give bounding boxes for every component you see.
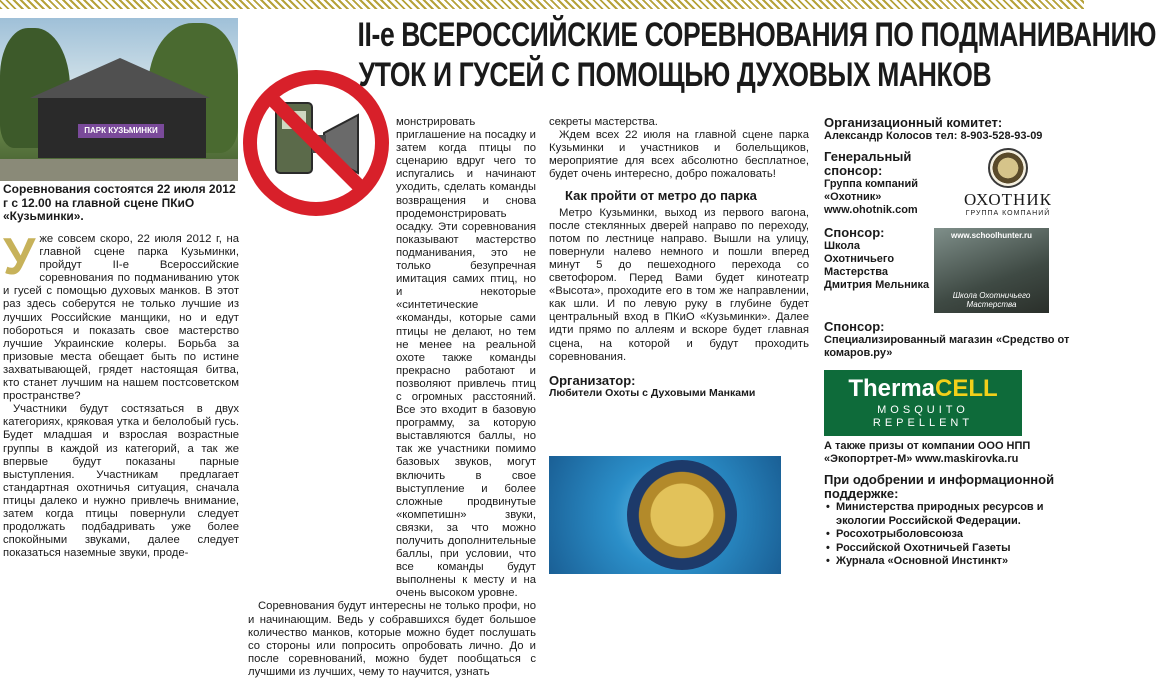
ohotnik-logo: [934, 148, 1082, 224]
top-hatch-border: [0, 0, 1084, 9]
col3-paragraph-2: Метро Кузьминки, выход из первого вагона, после стеклянных дверей направо по переходу, потом по лестнице направо. Вышли на улицу, повернули налево немного и пошли вперед минут 5 до пешеходного перехода со светофором. Перед Вами будет кинотеатр «Высота», проходите его в том же направлении, как шли. И по левую руку в глубине будет центральный вход в ПКиО «Кузьминки». Далее идти прямо по аллеям и вскоре будет главная сцена, на которой и будут проходить соревнования.: [549, 206, 809, 363]
sidebar-sponsor-1: [824, 226, 930, 292]
thermacell-mosquito: MOSQUITO: [877, 404, 969, 416]
directions-heading: Как пройти от метро до парка: [565, 188, 757, 204]
headline-line-2: УТОК И ГУСЕЙ С ПОМОЩЬЮ ДУХОВЫХ МАНКОВ: [358, 56, 992, 94]
emblem-ring-icon: [627, 460, 737, 570]
drop-cap: У: [3, 228, 36, 286]
col3-paragraph-0: секреты мастерства.: [549, 116, 658, 128]
prizes-text: А также призы от компании ООО НПП «Экопортрет-М» www.maskirovka.ru: [824, 440, 1031, 465]
thermacell-repellent: REPELLENT: [872, 417, 974, 429]
support-item: • Российской Охотничьей Газеты: [824, 542, 1082, 556]
ohotnik-subtitle: ГРУППА КОМПАНИЙ: [965, 210, 1051, 217]
committee-label: Организационный комитет:: [824, 115, 1003, 130]
headline-line-1: II-е ВСЕРОССИЙСКИЕ СОРЕВНОВАНИЯ ПО ПОДМАНИВАНИЮ: [357, 16, 1156, 54]
sidebar-committee: [824, 116, 1082, 143]
support-item: • Министерства природных ресурсов и экологии Российской Федерации.: [824, 501, 1082, 528]
general-sponsor-label: Генеральный спонсор:: [824, 149, 912, 178]
general-sponsor-name: Группа компаний «Охотник»: [824, 178, 918, 203]
sponsor1-label: Спонсор:: [824, 225, 885, 240]
stage-roof: [30, 58, 210, 98]
sponsor2-label: Спонсор:: [824, 319, 885, 334]
ohotnik-wordmark: ОХОТНИК: [964, 190, 1052, 209]
col3-paragraph-1: Ждем всех 22 июля на главной сцене парка Кузьминки и участников и болельщиков, мероприятие для всех абсолютно бесплатное, будет очень интересно, добро пожаловать!: [549, 129, 809, 181]
support-label: При одобрении и информационной поддержке:: [824, 472, 1055, 501]
sponsor2-name: Специализированный магазин «Средство от комаров.ру»: [824, 334, 1070, 359]
event-caption: Соревнования состоятся 22 июля 2012 г с 12.00 на главной сцене ПКиО «Кузьминки».: [3, 182, 236, 223]
support-item: • Росохотрыболовсоюза: [824, 528, 1082, 542]
organizer-name: Любители Охоты с Духовыми Манками: [549, 386, 756, 399]
sidebar-support: [824, 473, 1082, 569]
general-sponsor-url: www.ohotnik.com: [824, 204, 918, 216]
school-url: www.schoolhunter.ru: [950, 231, 1033, 240]
article-column-2: [248, 116, 536, 679]
col1-paragraph-2: Участники будут состязаться в двух категориях, кряковая утка и белолобый гусь. Будет младшая и взрослая возрастные группы в каждой из категорий, а так же впервые будут показаны парные выступления. Участникам предлагает стандартная охотничья ситуация, сначала птицы далеко и нужно привлечь внимание, затем когда птицы повернули следует продолжать подбадривать уже более спокойными звуками, далее следует показаться наземные звуки, проде-: [3, 403, 239, 560]
ohotnik-emblem-icon: [988, 148, 1028, 188]
article-column-1: [3, 228, 239, 560]
committee-person: Александр Колосов тел: 8-903-528-93-09: [824, 130, 1043, 142]
school-hunter-banner: [934, 228, 1049, 313]
sidebar-prizes: [824, 440, 1082, 466]
thermacell-logo: [824, 370, 1022, 436]
support-item: • Журнала «Основной Инстинкт»: [824, 555, 1082, 569]
stage-sign: ПАРК КУЗЬМИНКИ: [78, 124, 164, 138]
organizer-label: Организатор:: [549, 372, 636, 388]
col1-paragraph-1: же совсем скоро, 22 июля 2012 г, на главной сцене парка Кузьминки, пройдут II-е Всероссийские соревнования по подманиванию уток и гусей с помощью духовых манков. В этот раз здесь соберутся не только лучшие из лучших Российские манщики, но и едут побороться и показать свое мастерство лучшие Украинские колеры. Борьба за призовые места обещает быть по истине захватывающей, грядет настоящая битва, кто станет лучшим на нашем постсоветском пространстве?: [3, 233, 239, 403]
thermacell-wordmark: [824, 370, 1022, 404]
thermacell-a: Therma: [848, 375, 936, 402]
thermacell-b: CELL: [935, 375, 998, 402]
support-list: [824, 501, 1082, 569]
article-column-3: [549, 116, 809, 400]
col2-paragraph-1: Соревнования будут интересны не только профи, но и начинающим. Ведь у собравшихся будет большое количество манков, которые можно будет послушать со стороны или попросить опробовать лично. До и после соревнований, можно будет пообщаться с лучшими из лучших, чему то научится, узнать: [248, 600, 536, 678]
col2-paragraph-0: монстрировать приглашение на посадку и затем когда птицы по сценарию вдруг чего то испугались и начинают уходить, сделать команды возвращения и снова продемонстрировать осадку. Эти соревнования показывают мастерство подманивания, это не только безупречная имитация самих птиц, но и некоторые «синтетические «команды, которые сами птицы не делают, но тем не менее на реальной охоте также команды прекрасно работают и позволяют привлечь птиц с огромных расстояний. Все это входит в базовую программу, за которую выставляются баллы, но так же участники помимо базовых звуков, могут включить в свое выступление и более сложные продвинутые «компетишн» звуки, связки, за что можно получить дополнительные баллы, при условии, что все команды будут выполнены к месту и на очень высоком уровне.: [396, 116, 536, 600]
organizer-emblem: [549, 456, 781, 574]
school-caption: Школа Охотничьего Мастерства: [952, 291, 1031, 309]
sidebar-general-sponsor: [824, 150, 930, 217]
sidebar-sponsor-2: [824, 320, 1082, 360]
ground: [0, 159, 238, 181]
sponsor1-name: Школа Охотничьего Мастерства Дмитрия Мельника: [824, 240, 930, 291]
park-stage-photo: [0, 18, 238, 181]
